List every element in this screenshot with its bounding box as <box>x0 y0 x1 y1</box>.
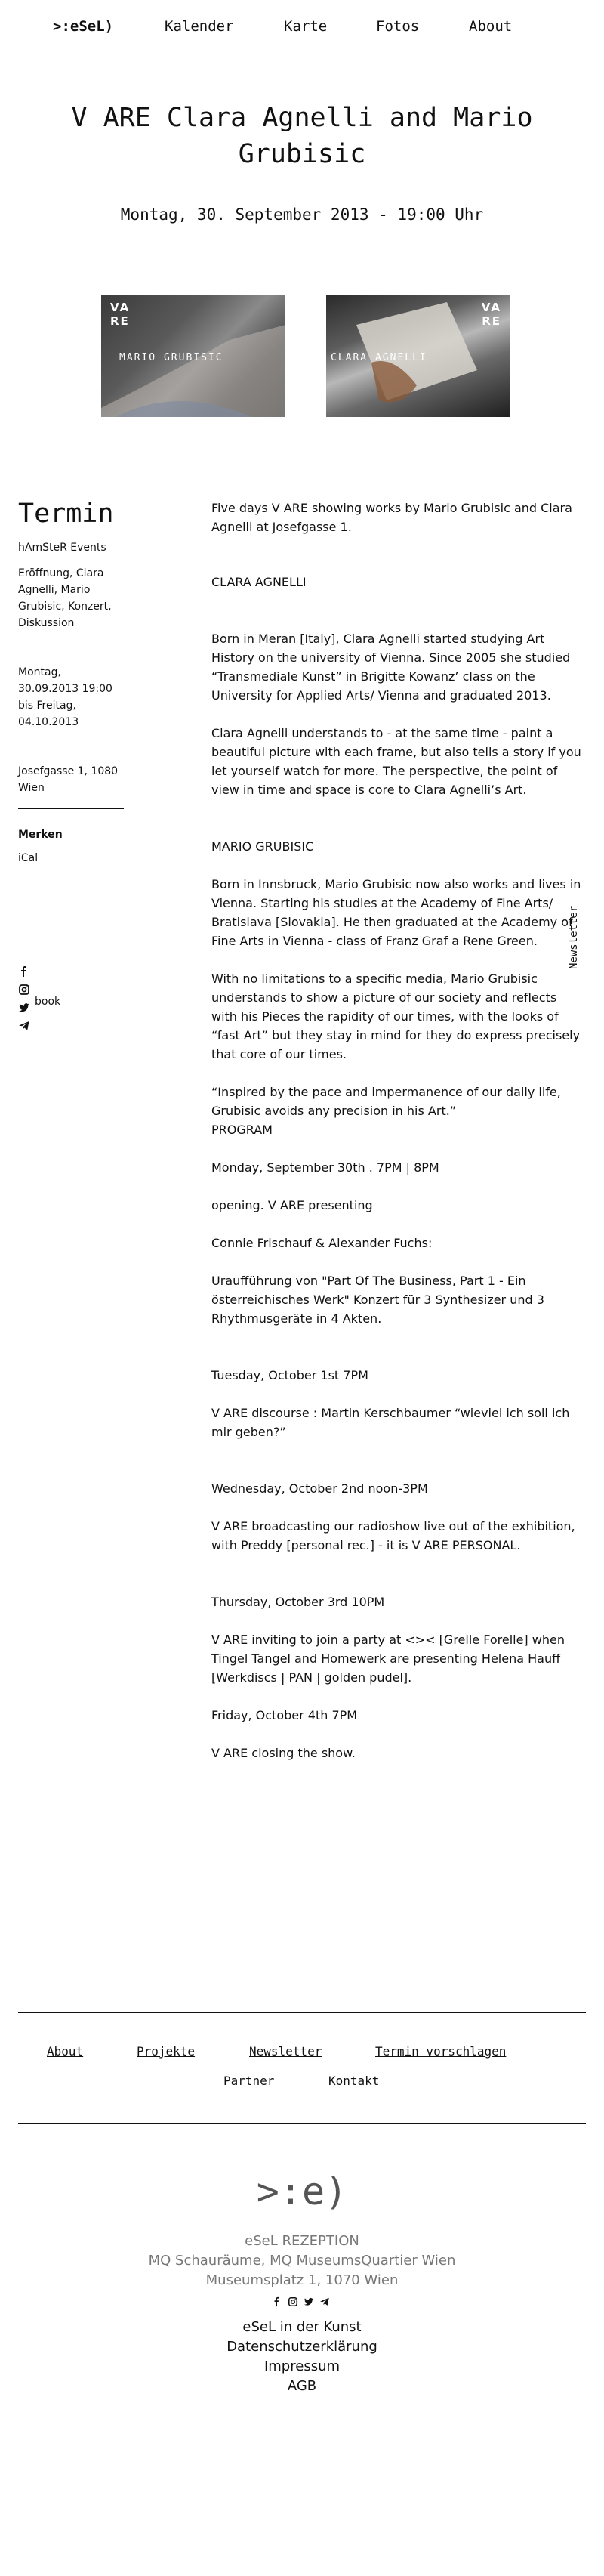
sidebar-title: Termin <box>18 499 114 529</box>
newsletter-tab[interactable]: Newsletter <box>568 905 580 969</box>
footer-link-newsletter[interactable]: Newsletter <box>249 2044 322 2059</box>
nav-item-about[interactable]: About <box>469 18 513 35</box>
twitter-icon[interactable] <box>18 1002 30 1014</box>
event-location[interactable]: Josefgasse 1, 1080 Wien <box>18 765 119 794</box>
paragraph: Uraufführung von "Part Of The Business, Part 1 - Ein österreichisches Werk" Konzert für 3 Synthesizer und 3 Rhythmusgeräte in 4 Akten. <box>211 1274 544 1326</box>
page-title: V ARE Clara Agnelli and Mario Grubisic <box>71 103 533 169</box>
quote-paragraph: “Inspired by the pace and impermanence of our daily life, Grubisic avoids any precision in his Art.” <box>211 1085 561 1118</box>
event-sidebar <box>18 499 124 899</box>
paragraph: With no limitations to a specific media, Mario Grubisic understands to show a picture of our society and reflects with his Pieces the rapidity of our times, with the looks of “fast Art” but they stay in mind for they do express precisely that core of our times. <box>211 971 581 1061</box>
paragraph: V ARE broadcasting our radioshow live out of the exhibition, with Preddy [personal rec.] - it is V ARE PERSONAL. <box>211 1519 575 1552</box>
twitter-icon[interactable] <box>304 2296 314 2307</box>
paragraph: V ARE discourse : Martin Kerschbaumer “wieviel ich soll ich mir geben?” <box>211 1406 570 1439</box>
footer-link-termin-vorschlagen[interactable]: Termin vorschlagen <box>375 2044 507 2059</box>
merken-heading: Merken <box>18 829 63 841</box>
paragraph: Connie Frischauf & Alexander Fuchs: <box>211 1236 433 1250</box>
footer-org-address: MQ Schauräume, MQ MuseumsQuartier Wien <box>148 2253 456 2269</box>
facebook-icon[interactable] <box>272 2296 282 2307</box>
facebook-label[interactable]: book <box>35 996 61 1008</box>
paragraph: Born in Meran [Italy], Clara Agnelli started studying Art History on the university of Vienna. Since 2005 she studied “Transmediale Kunst” in Brigitte Kowanz’ class on the University for Applied Arts/ Vienna and graduated 2013. <box>211 632 571 703</box>
footer-link-partner[interactable]: Partner <box>223 2074 275 2088</box>
intro-paragraph: Five days V ARE showing works by Mario Grubisic and Clara Agnelli at Josefgasse 1. <box>211 501 572 534</box>
organizer-link[interactable]: hAmSteR Events <box>18 542 106 554</box>
program-date: Monday, September 30th . 7PM | 8PM <box>211 1160 439 1175</box>
footer-logo[interactable]: >:e) <box>256 2170 348 2213</box>
section-heading-clara: CLARA AGNELLI <box>211 575 307 589</box>
paragraph: Born in Innsbruck, Mario Grubisic now also works and lives in Vienna. Starting his studies at the Academy of Fine Arts/ Bratislava [Slovakia]. He then graduated at the Academy of Fine Arts in Vienna - class of Franz Graf a Rene Green. <box>211 877 581 948</box>
footer-link-kontakt[interactable]: Kontakt <box>328 2074 380 2088</box>
divider <box>18 808 124 809</box>
image-mario-grubisic[interactable] <box>101 295 285 417</box>
nav-item-kalender[interactable]: Kalender <box>165 18 234 35</box>
program-date: Tuesday, October 1st 7PM <box>211 1368 368 1382</box>
footer-org-name: eSeL REZEPTION <box>245 2233 359 2249</box>
footer-link-agb[interactable]: AGB <box>287 2378 317 2394</box>
top-navigation <box>0 0 604 54</box>
image-clara-agnelli[interactable] <box>326 295 510 417</box>
vare-badge: VA RE <box>110 301 131 328</box>
instagram-icon[interactable] <box>288 2296 298 2307</box>
paragraph: opening. V ARE presenting <box>211 1198 373 1212</box>
image-caption: MARIO GRUBISIC <box>119 352 223 363</box>
paragraph: V ARE inviting to join a party at <>< [Grelle Forelle] when Tingel Tangel and Homewerk are presenting Helena Hauff [Werkdiscs | PAN | golden pudel]. <box>211 1632 565 1685</box>
footer-divider <box>18 2012 586 2013</box>
footer-link-about[interactable]: About <box>47 2044 84 2059</box>
event-dates: Montag, 30.09.2013 19:00 bis Freitag, 04.10.2013 <box>18 666 112 728</box>
facebook-icon[interactable] <box>18 965 30 978</box>
nav-item-karte[interactable]: Karte <box>284 18 328 35</box>
event-description <box>211 499 581 1762</box>
footer-org-street: Museumsplatz 1, 1070 Wien <box>205 2272 399 2288</box>
paragraph: Clara Agnelli understands to - at the same time - paint a beautiful picture with each frame, but also tells a story if you let yourself watch for more. The perspective, the point of view in time and space is core to Clara Agnelli’s Art. <box>211 726 581 797</box>
footer-link-datenschutz[interactable]: Datenschutzerklärung <box>226 2339 378 2355</box>
site-logo[interactable]: >:eSeL) <box>53 18 114 35</box>
vare-badge: VA RE <box>481 301 501 328</box>
event-date: Montag, 30. September 2013 - 19:00 Uhr <box>120 205 484 224</box>
footer-link-esel-in-der-kunst[interactable]: eSeL in der Kunst <box>242 2319 362 2335</box>
telegram-icon[interactable] <box>18 1020 30 1032</box>
footer-divider <box>18 2123 586 2124</box>
ical-link[interactable]: iCal <box>18 852 39 864</box>
nav-item-fotos[interactable]: Fotos <box>376 18 420 35</box>
program-heading: PROGRAM <box>211 1123 273 1137</box>
paragraph: V ARE closing the show. <box>211 1746 356 1760</box>
footer-link-projekte[interactable]: Projekte <box>137 2044 196 2059</box>
telegram-icon[interactable] <box>319 2296 330 2307</box>
program-date: Wednesday, October 2nd noon-3PM <box>211 1481 428 1496</box>
image-caption: CLARA AGNELLI <box>331 352 427 363</box>
program-date: Friday, October 4th 7PM <box>211 1708 358 1722</box>
program-date: Thursday, October 3rd 10PM <box>211 1595 385 1609</box>
event-categories: Eröffnung, Clara Agnelli, Mario Grubisic, Konzert, Diskussion <box>18 567 112 629</box>
instagram-icon[interactable] <box>18 984 30 996</box>
section-heading-mario: MARIO GRUBISIC <box>211 839 314 854</box>
footer-link-impressum[interactable]: Impressum <box>263 2358 341 2374</box>
